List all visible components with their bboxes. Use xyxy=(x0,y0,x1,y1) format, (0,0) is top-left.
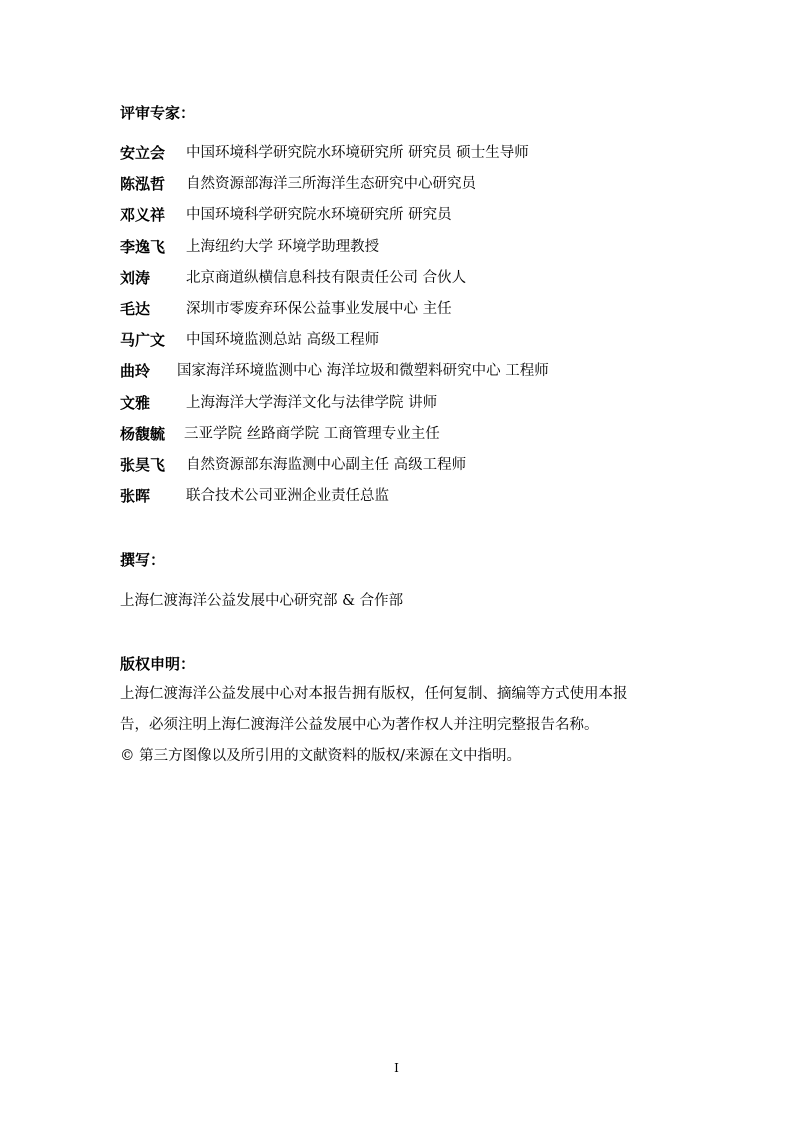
expert-name: 陈泓哲 xyxy=(120,175,166,193)
expert-name: 李逸飞 xyxy=(120,238,166,256)
expert-name: 曲玲 xyxy=(120,362,151,380)
expert-description: 深圳市零废弃环保公益事业发展中心 主任 xyxy=(186,301,452,317)
expert-name: 毛达 xyxy=(120,300,151,318)
expert-name: 张昊飞 xyxy=(120,456,166,474)
authors-heading: 撰写： xyxy=(120,551,166,569)
page-number: I xyxy=(394,1061,399,1075)
expert-name: 安立会 xyxy=(120,144,166,162)
copyright-notice-line: © 第三方图像以及所引用的文献资料的版权/来源在文中指明。 xyxy=(120,748,521,764)
expert-description: 自然资源部海洋三所海洋生态研究中心研究员 xyxy=(186,176,476,192)
expert-description: 上海海洋大学海洋文化与法律学院 讲师 xyxy=(186,395,438,411)
expert-description: 上海纽约大学 环境学助理教授 xyxy=(186,239,380,255)
copyright-text-line-1: 上海仁渡海洋公益发展中心对本报告拥有版权，任何复制、摘编等方式使用本报 xyxy=(120,686,628,702)
expert-name: 文雅 xyxy=(120,394,151,412)
expert-description: 中国环境监测总站 高级工程师 xyxy=(186,332,380,348)
copyright-text-line-2: 告，必须注明上海仁渡海洋公益发展中心为著作权人并注明完整报告名称。 xyxy=(120,717,599,733)
expert-description: 三亚学院 丝路商学院 工商管理专业主任 xyxy=(184,426,440,442)
reviewers-heading: 评审专家： xyxy=(120,104,196,122)
expert-name: 邓义祥 xyxy=(120,206,166,224)
expert-description: 中国环境科学研究院水环境研究所 研究员 硕士生导师 xyxy=(186,145,529,161)
expert-description: 中国环境科学研究院水环境研究所 研究员 xyxy=(186,207,452,223)
copyright-heading: 版权申明： xyxy=(120,655,196,673)
expert-name: 刘涛 xyxy=(120,269,151,287)
expert-name: 杨馥毓 xyxy=(120,425,166,443)
expert-description: 自然资源部东海监测中心副主任 高级工程师 xyxy=(186,457,467,473)
expert-description: 国家海洋环境监测中心 海洋垃圾和微塑料研究中心 工程师 xyxy=(177,363,549,379)
expert-name: 马广文 xyxy=(120,331,166,349)
expert-name: 张晖 xyxy=(120,487,151,505)
authors-text: 上海仁渡海洋公益发展中心研究部 & 合作部 xyxy=(120,593,404,609)
expert-description: 联合技术公司亚洲企业责任总监 xyxy=(186,488,389,504)
expert-description: 北京商道纵横信息科技有限责任公司 合伙人 xyxy=(186,270,467,286)
